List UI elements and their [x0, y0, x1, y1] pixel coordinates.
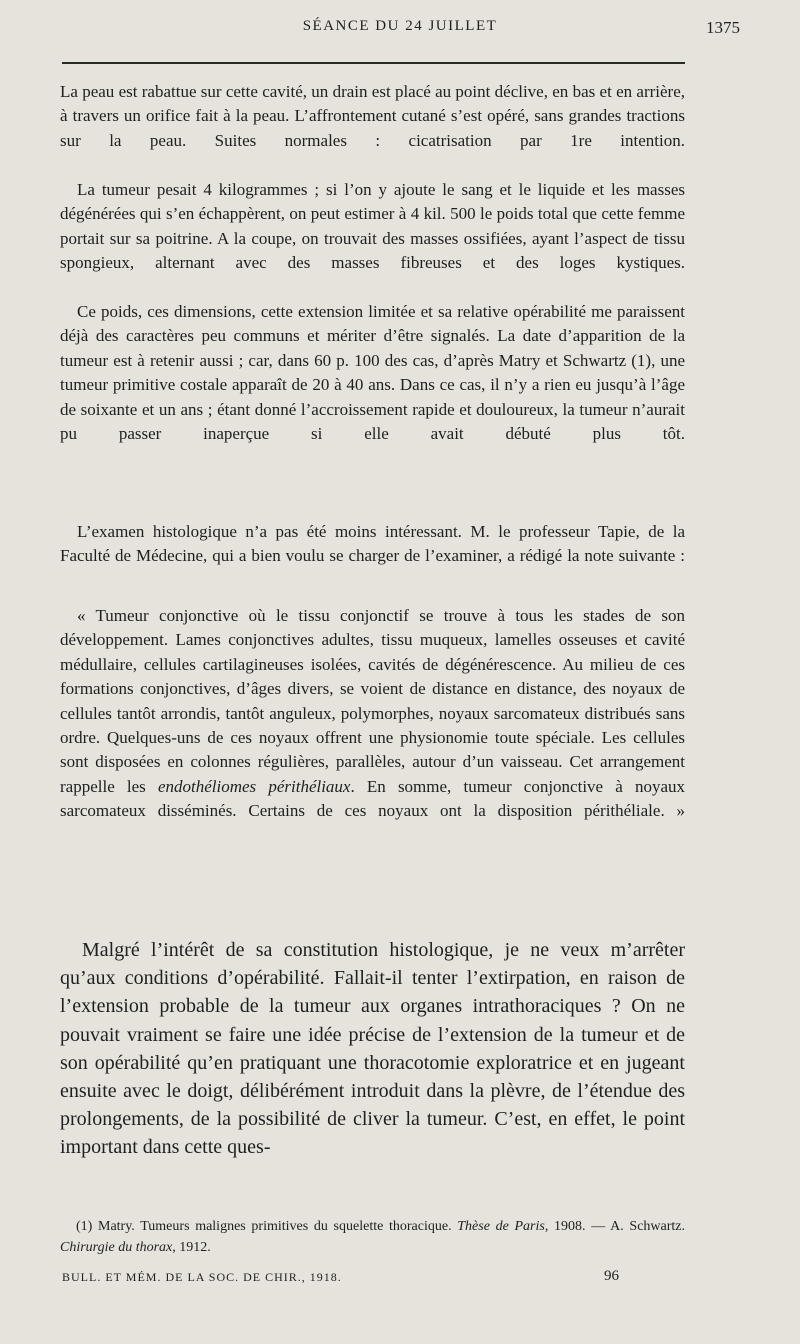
paragraph-histology-intro: L’examen histologique n’a pas été moins intéressant. M. le professeur Tapie, de la Faculté de Médecine, qui a bien voulu se charger de l’examiner, a rédigé la note suivante : — [60, 522, 685, 566]
footnote-ref: (1) Matry. Tumeurs malignes primitives du squelette thoracique. — [76, 1219, 458, 1234]
header-title: SÉANCE DU 24 JUILLET — [302, 18, 498, 34]
paragraph-histology-note — [60, 604, 685, 824]
footnote-end: , 1912. — [172, 1240, 211, 1255]
paragraph-operability: Ce poids, ces dimensions, cette extension limitée et sa relative opérabilité me paraissent déjà des caractères peu communs et mériter d’être signalés. La date d’apparition de la tumeur est à retenir aussi ; car, dans 60 p. 100 des cas, d’après Matry et Schwartz (1), une tumeur primitive costale apparaît de 20 à 40 ans. Dans ce cas, il n’y a rien eu jusqu’à l’âge de soixante et un ans ; étant donné l’accroissement rapide et douloureux, la tumeur n’aurait pu passer inaperçue si elle avait débuté plus tôt. — [60, 302, 685, 444]
running-header — [60, 18, 740, 44]
footnote-italic-1: Thèse de Paris — [457, 1219, 545, 1234]
note-italic-term: endothéliomes périthéliaux — [157, 776, 351, 796]
page-number: 1375 — [706, 18, 740, 37]
paragraph-weight: La tumeur pesait 4 kilogrammes ; si l’on y ajoute le sang et le liquide et les masses dégénérées qui s’en échappèrent, on peut estimer à 4 kil. 500 le poids total que cette femme portait sur sa poitrine. A la coupe, on trouvait des masses ossifiées, ayant l’aspect de tissu spongieux, alternant avec des masses fibreuses et des loges kystiques. — [60, 180, 685, 273]
note-text-end: . En somme, tumeur conjonctive à noyaux sarcomateux disséminés. Certains de ces noyaux ont la disposition périthéliale. » — [60, 776, 686, 821]
note-text-start: « Tumeur conjonctive où le tissu conjonctif se trouve à tous les stades de son développement. Lames conjonctives adultes, tissu muqueux, lamelles osseuses et cavité médullaire, cellules cartilagineuses isolées, cavités de dégénérescence. Au milieu de ces formations conjonctives, d’âges divers, se voient de distance en distance, des noyaux de cellules tantôt arrondis, tantôt anguleux, polymorphes, noyaux sarcomateux distribués sans ordre. Quelques-uns de ces noyaux offrent une physionomie toute spéciale. Les cellules sont disposées en colonnes régulières, parallèles, autour d’un vaisseau. Cet arrangement rappelle les — [60, 606, 685, 796]
footnote-italic-2: Chirurgie du thorax — [60, 1240, 173, 1255]
footnote — [60, 1216, 685, 1258]
header-rule — [62, 62, 685, 64]
footnote-mid: , 1908. — A. Schwartz. — [544, 1219, 685, 1234]
journal-footer: BULL. ET MÉM. DE LA SOC. DE CHIR., 1918. — [62, 1270, 342, 1284]
paragraph-discussion: Malgré l’intérêt de sa constitution histologique, je ne veux m’arrêter qu’aux conditions d’opérabilité. Fallait-il tenter l’extirpation, en raison de l’extension probable de la tumeur aux organes intrathoraciques ? On ne pouvait vraiment se faire une idée précise de l’extension de la tumeur et de son opérabilité qu’en pratiquant une thoracotomie exploratrice et en jugeant ensuite avec le doigt, délibérément introduit dans la plèvre, de l’étendue des prolongements, de la possibilité de cliver la tumeur. C’est, en effet, le point important dans cette ques- — [60, 939, 685, 1159]
paragraph-closure: La peau est rabattue sur cette cavité, un drain est placé au point déclive, en bas et en arrière, à travers un orifice fait à la peau. L’affrontement cutané s’est opéré, sans grandes tractions sur la peau. Suites normales : cicatrisation par 1re intention. — [60, 82, 685, 150]
signature-number: 96 — [604, 1268, 619, 1284]
